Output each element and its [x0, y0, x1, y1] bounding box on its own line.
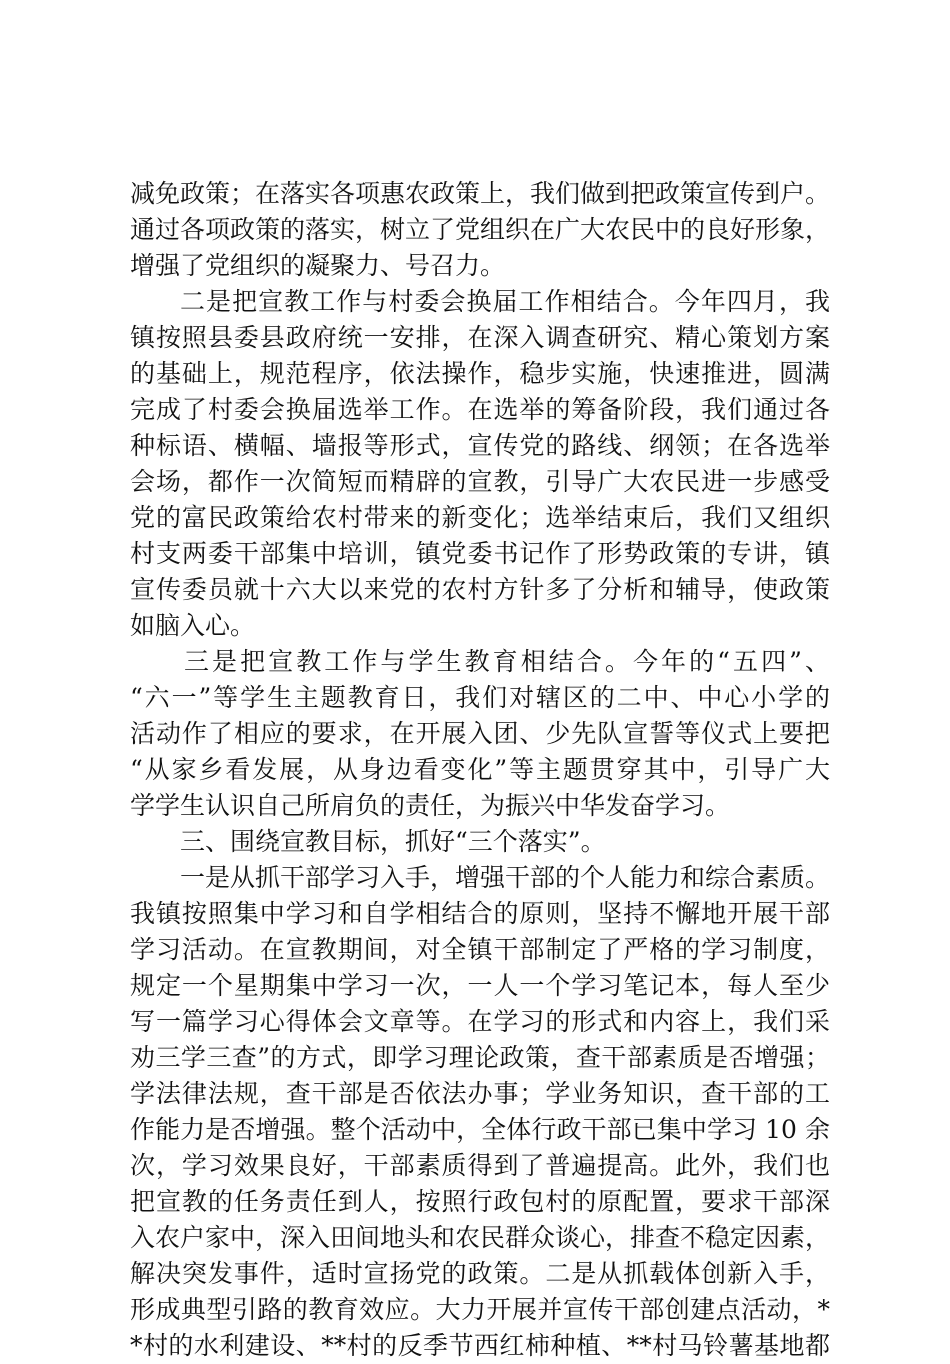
text-line: 把宣教的任务责任到人，按照行政包村的原配置，要求干部深: [130, 1187, 830, 1216]
text-line: 种标语、横幅、墙报等形式，宣传党的路线、纲领；在各选举: [130, 431, 830, 460]
text-line: 写一篇学习心得体会文章等。在学习的形式和内容上，我们采: [130, 1007, 830, 1036]
text-line: 村支两委干部集中培训，镇党委书记作了形势政策的专讲，镇: [130, 539, 830, 568]
text-line: 会场，都作一次简短而精辟的宣教，引导广大农民进一步感受: [130, 467, 830, 496]
text-line: 党的富民政策给农村带来的新变化；选举结束后，我们又组织: [130, 503, 830, 532]
text-line: “六一”等学生主题教育日，我们对辖区的二中、中心小学的: [130, 683, 830, 712]
text-line: 的基础上，规范程序，依法操作，稳步实施，快速推进，圆满: [130, 359, 830, 388]
text-line: 形成典型引路的教育效应。大力开展并宣传干部创建点活动，*: [130, 1295, 830, 1324]
text-line: 活动作了相应的要求，在开展入团、少先队宣誓等仪式上要把: [130, 719, 830, 748]
text-line: 劝三学三查”的方式，即学习理论政策，查干部素质是否增强；: [130, 1043, 830, 1072]
paragraph-first-line: 二是把宣教工作与村委会换届工作相结合。今年四月，我: [180, 287, 830, 316]
text-line: 我镇按照集中学习和自学相结合的原则，坚持不懈地开展干部: [130, 899, 830, 928]
text-line: 作能力是否增强。整个活动中，全体行政干部已集中学习 10 余: [130, 1115, 830, 1144]
text-line: 如脑入心。: [130, 611, 256, 640]
text-line: 次，学习效果良好，干部素质得到了普遍提高。此外，我们也: [130, 1151, 830, 1180]
text-line: 宣传委员就十六大以来党的农村方针多了分析和辅导，使政策: [130, 575, 830, 604]
paragraph-first-line: 一是从抓干部学习入手，增强干部的个人能力和综合素质。: [180, 863, 831, 892]
text-line: 解决突发事件，适时宣扬党的政策。二是从抓载体创新入手，: [130, 1259, 830, 1288]
paragraph-first-line: 三是把宣教工作与学生教育相结合。今年的“五四”、: [184, 647, 830, 676]
text-line: *村的水利建设、**村的反季节西红柿种植、**村马铃薯基地都: [130, 1331, 830, 1360]
text-line: 入农户家中，深入田间地头和农民群众谈心，排查不稳定因素，: [130, 1223, 831, 1252]
text-line: 学法律法规，查干部是否依法办事；学业务知识，查干部的工: [130, 1079, 830, 1108]
text-line: 镇按照县委县政府统一安排，在深入调查研究、精心策划方案: [130, 323, 830, 352]
text-line: 规定一个星期集中学习一次，一人一个学习笔记本，每人至少: [130, 971, 830, 1000]
text-line: 学习活动。在宣教期间，对全镇干部制定了严格的学习制度，: [130, 935, 830, 964]
section-heading: 三、围绕宣教目标，抓好“三个落实”。: [180, 827, 606, 856]
text-line: 学学生认识自己所肩负的责任，为振兴中华发奋学习。: [130, 791, 731, 820]
text-line: 减免政策；在落实各项惠农政策上，我们做到把政策宣传到户。: [130, 179, 831, 208]
text-line: 完成了村委会换届选举工作。在选举的筹备阶段，我们通过各: [130, 395, 830, 424]
text-line: 通过各项政策的落实，树立了党组织在广大农民中的良好形象，: [130, 215, 831, 244]
text-line: “从家乡看发展，从身边看变化”等主题贯穿其中，引导广大: [130, 755, 830, 784]
text-line: 增强了党组织的凝聚力、号召力。: [130, 251, 506, 280]
